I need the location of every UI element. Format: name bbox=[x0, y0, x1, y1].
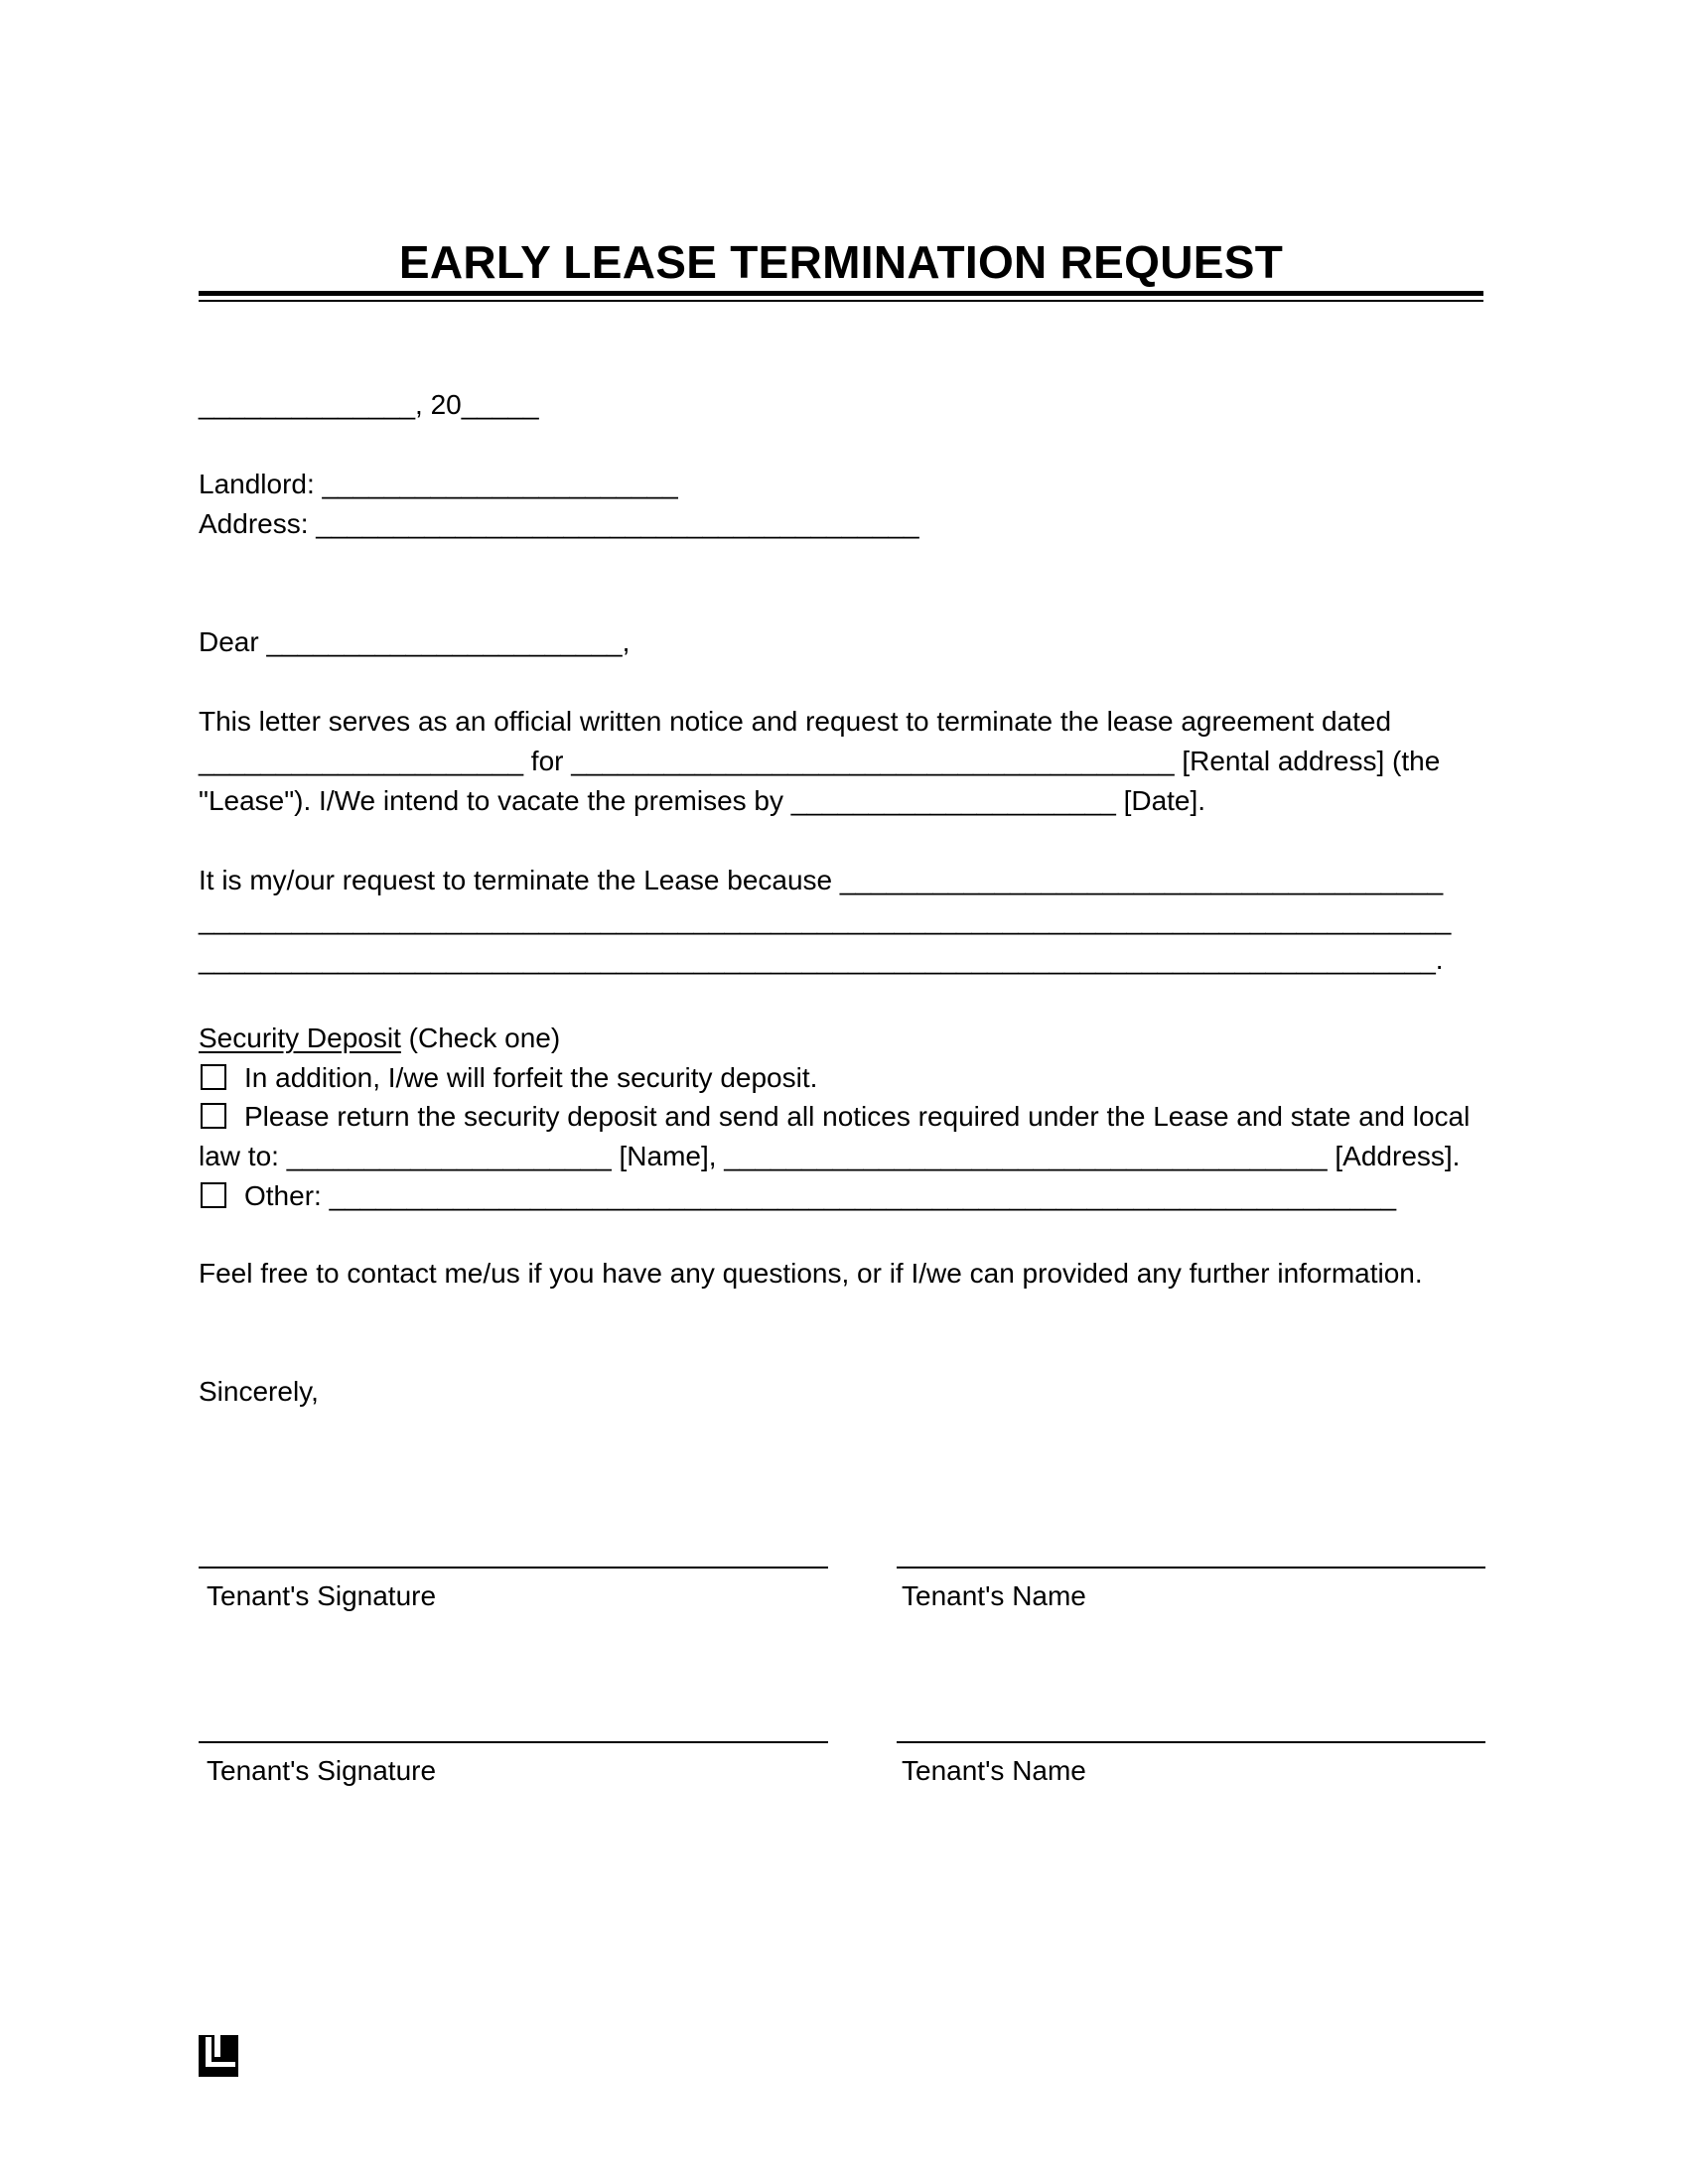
paragraph1-line2[interactable]: _____________________ for _______________________________________ [Rental address] (the bbox=[199, 746, 1441, 776]
title-rule-thin bbox=[199, 300, 1483, 302]
reason-line3[interactable]: ________________________________________________________________________________. bbox=[199, 944, 1444, 975]
date-line[interactable]: ______________, 20_____ bbox=[199, 389, 539, 420]
other-option-field[interactable]: Other: _____________________________________________________________________ bbox=[244, 1180, 1397, 1211]
sign-off: Sincerely, bbox=[199, 1376, 319, 1407]
return-deposit-address-line[interactable]: law to: _____________________ [Name], _______________________________________ [Address]. bbox=[199, 1141, 1461, 1171]
tenant2-signature-line[interactable] bbox=[199, 1741, 828, 1743]
tenant1-signature-line[interactable] bbox=[199, 1567, 828, 1569]
closing-paragraph: Feel free to contact me/us if you have any questions, or if I/we can provided any further information. bbox=[199, 1258, 1423, 1289]
forfeit-deposit-label: In addition, I/we will forfeit the security deposit. bbox=[244, 1062, 818, 1093]
address-field[interactable]: Address: _______________________________________ bbox=[199, 508, 919, 539]
tenant2-signature-label: Tenant's Signature bbox=[207, 1755, 437, 1786]
tenant2-name-label: Tenant's Name bbox=[902, 1755, 1086, 1786]
salutation[interactable]: Dear _______________________, bbox=[199, 626, 631, 657]
reason-line2[interactable]: _________________________________________________________________________________ bbox=[199, 904, 1452, 935]
return-deposit-checkbox[interactable] bbox=[201, 1103, 226, 1129]
reason-line1[interactable]: It is my/our request to terminate the Lease because _______________________________________ bbox=[199, 865, 1444, 895]
security-deposit-heading bbox=[199, 1019, 560, 1058]
forfeit-deposit-checkbox[interactable] bbox=[201, 1064, 226, 1090]
title-rule-thick bbox=[199, 291, 1483, 296]
tenant1-signature-label: Tenant's Signature bbox=[207, 1580, 437, 1611]
security-deposit-heading-rest: (Check one) bbox=[400, 1023, 561, 1053]
paragraph1-line1: This letter serves as an official written notice and request to terminate the lease agreement dated bbox=[199, 706, 1392, 737]
landlord-field[interactable]: Landlord: _______________________ bbox=[199, 469, 678, 499]
security-deposit-heading-underlined: Security Deposit bbox=[199, 1023, 401, 1053]
paragraph1-line3[interactable]: "Lease"). I/We intend to vacate the premises by _____________________ [Date]. bbox=[199, 785, 1206, 816]
tenant2-name-line[interactable] bbox=[897, 1741, 1485, 1743]
return-deposit-label: Please return the security deposit and send all notices required under the Lease and state and local bbox=[244, 1101, 1471, 1132]
tenant1-name-label: Tenant's Name bbox=[902, 1580, 1086, 1611]
legal-document-logo-icon bbox=[199, 2035, 238, 2077]
other-option-checkbox[interactable] bbox=[201, 1182, 226, 1208]
document-title: EARLY LEASE TERMINATION REQUEST bbox=[398, 236, 1284, 288]
tenant1-name-line[interactable] bbox=[897, 1567, 1485, 1569]
